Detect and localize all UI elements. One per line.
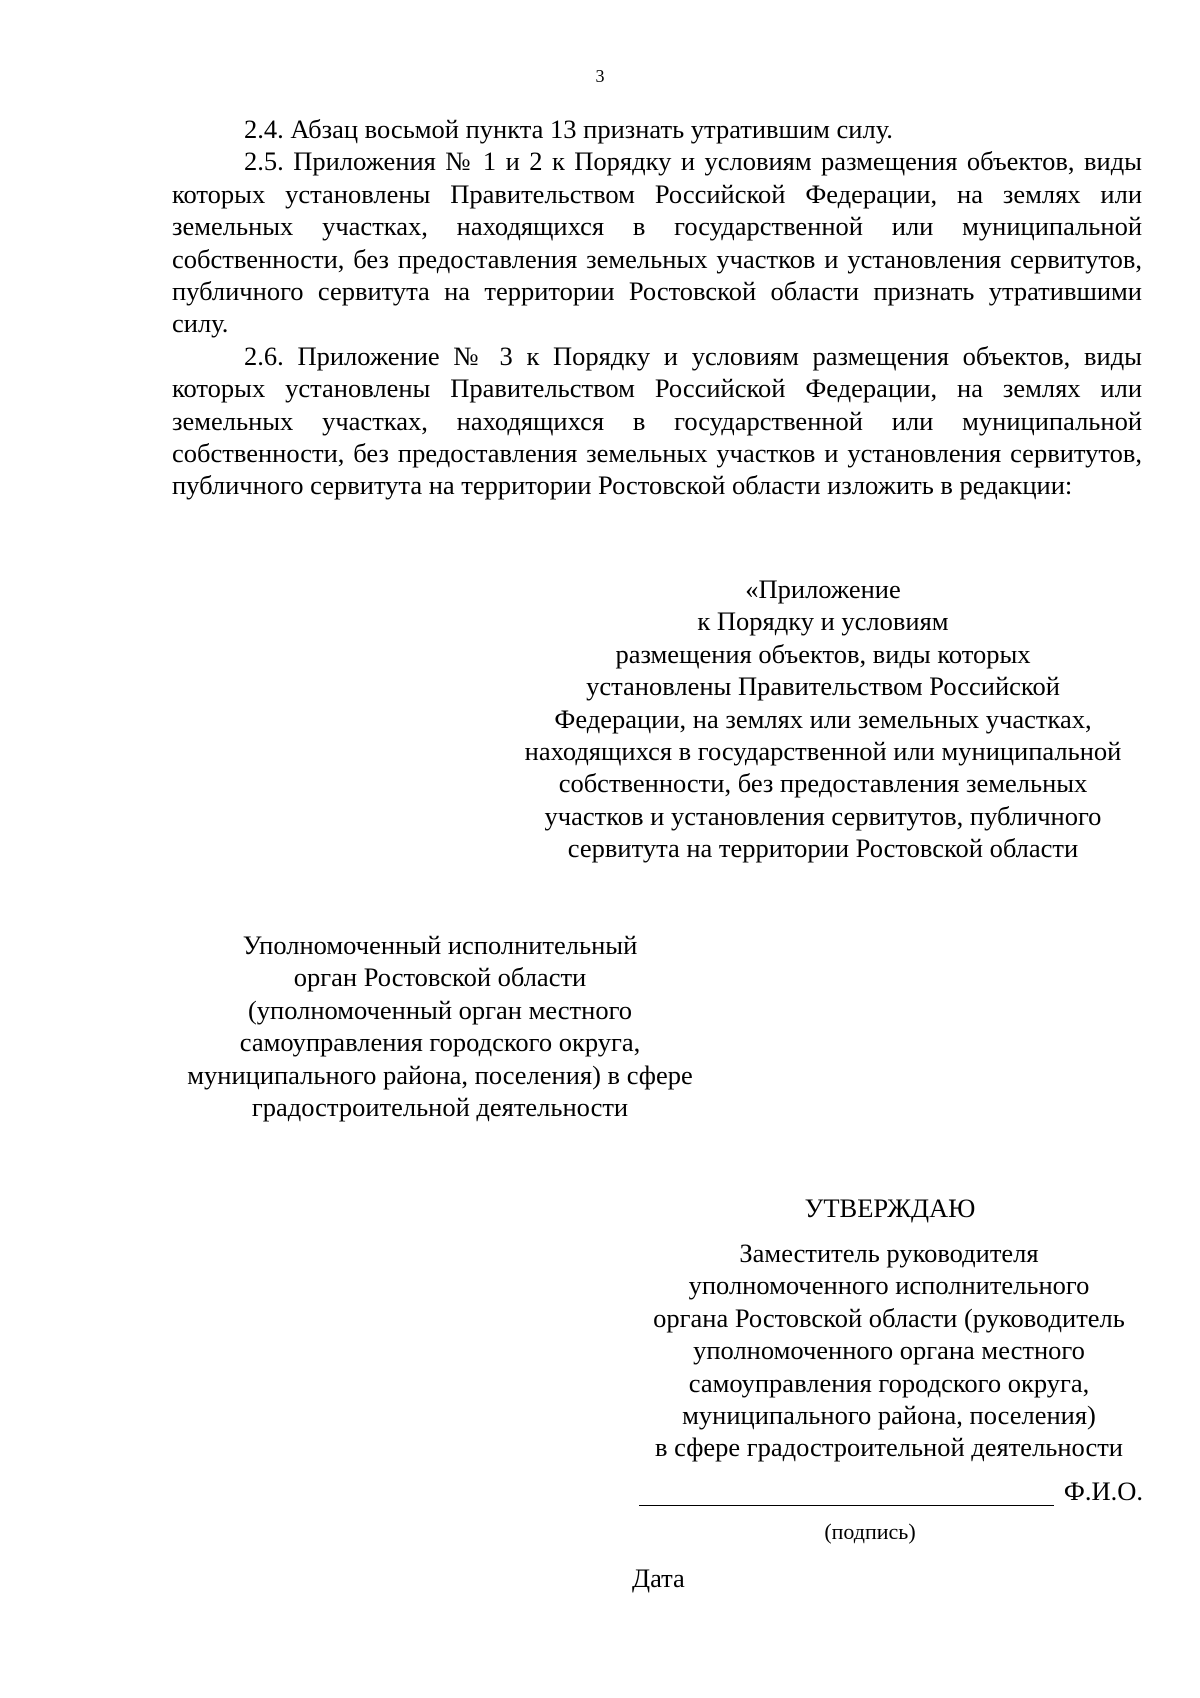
appendix-header-line: Федерации, на землях или земельных участках, bbox=[554, 703, 1092, 734]
approval-line: уполномоченного исполнительного bbox=[688, 1270, 1090, 1301]
approval-line: муниципального района, поселения) bbox=[682, 1400, 1096, 1431]
signature-line bbox=[639, 1505, 1054, 1506]
authority-line: орган Ростовской области bbox=[293, 962, 587, 993]
authority-line: муниципального района, поселения) в сфере bbox=[187, 1059, 693, 1090]
fio-label: Ф.И.О. bbox=[1063, 1476, 1143, 1506]
approval-line: самоуправления городского округа, bbox=[688, 1367, 1090, 1398]
appendix-header-line: собственности, без предоставления земельных bbox=[558, 768, 1088, 799]
main-text bbox=[172, 113, 1142, 502]
appendix-header-line: участков и установления сервитутов, публичного bbox=[544, 800, 1102, 831]
approval-line: Заместитель руководителя bbox=[739, 1238, 1039, 1268]
appendix-header-line: сервитута на территории Ростовской области bbox=[567, 833, 1079, 864]
appendix-header-line: находящихся в государственной или муниципальной bbox=[524, 736, 1122, 767]
approval-block bbox=[624, 1237, 1154, 1464]
approval-title-text: УТВЕРЖДАЮ bbox=[804, 1193, 976, 1223]
paragraph-2-4: 2.4. Абзац восьмой пункта 13 признать утратившим силу. bbox=[244, 114, 893, 144]
signature-row bbox=[633, 1475, 1143, 1511]
approval-title bbox=[740, 1192, 1040, 1224]
date-label: Дата bbox=[632, 1563, 685, 1593]
appendix-header-line: «Приложение bbox=[745, 574, 901, 604]
authority-line: Уполномоченный исполнительный bbox=[242, 930, 638, 960]
authority-line: градостроительной деятельности bbox=[251, 1092, 629, 1123]
signature-caption: (подпись) bbox=[824, 1519, 916, 1544]
appendix-header bbox=[503, 573, 1143, 865]
page-number: 3 bbox=[595, 66, 605, 86]
paragraph-2-5: 2.5. Приложения № 1 и 2 к Порядку и условиям размещения объектов, виды которых установлены Правительством Российской Федерации, на землях или земельных участках, находящихся в государственной или муниципальной собственности, без предоставления земельных участков и установления сервитутов, публичного сервитута на территории Ростовской области признать утратившими силу. bbox=[172, 146, 1142, 339]
authority-block bbox=[150, 929, 730, 1123]
paragraph-2-6: 2.6. Приложение № 3 к Порядку и условиям размещения объектов, виды которых установлены Правительством Российской Федерации, на землях или земельных участках, находящихся в государственной или муниципальной собственности, без предоставления земельных участков и установления сервитутов, публичного сервитута на территории Ростовской области изложить в редакции: bbox=[172, 340, 1142, 501]
appendix-header-line: размещения объектов, виды которых bbox=[615, 638, 1031, 669]
authority-line: самоуправления городского округа, bbox=[239, 1027, 641, 1058]
appendix-header-line: к Порядку и условиям bbox=[697, 606, 949, 637]
approval-line: уполномоченного органа местного bbox=[693, 1335, 1085, 1366]
approval-line: органа Ростовской области (руководитель bbox=[653, 1302, 1125, 1333]
authority-line: (уполномоченный орган местного bbox=[247, 994, 633, 1025]
appendix-header-line: установлены Правительством Российской bbox=[586, 671, 1060, 702]
approval-line: в сфере градостроительной деятельности bbox=[654, 1432, 1123, 1463]
